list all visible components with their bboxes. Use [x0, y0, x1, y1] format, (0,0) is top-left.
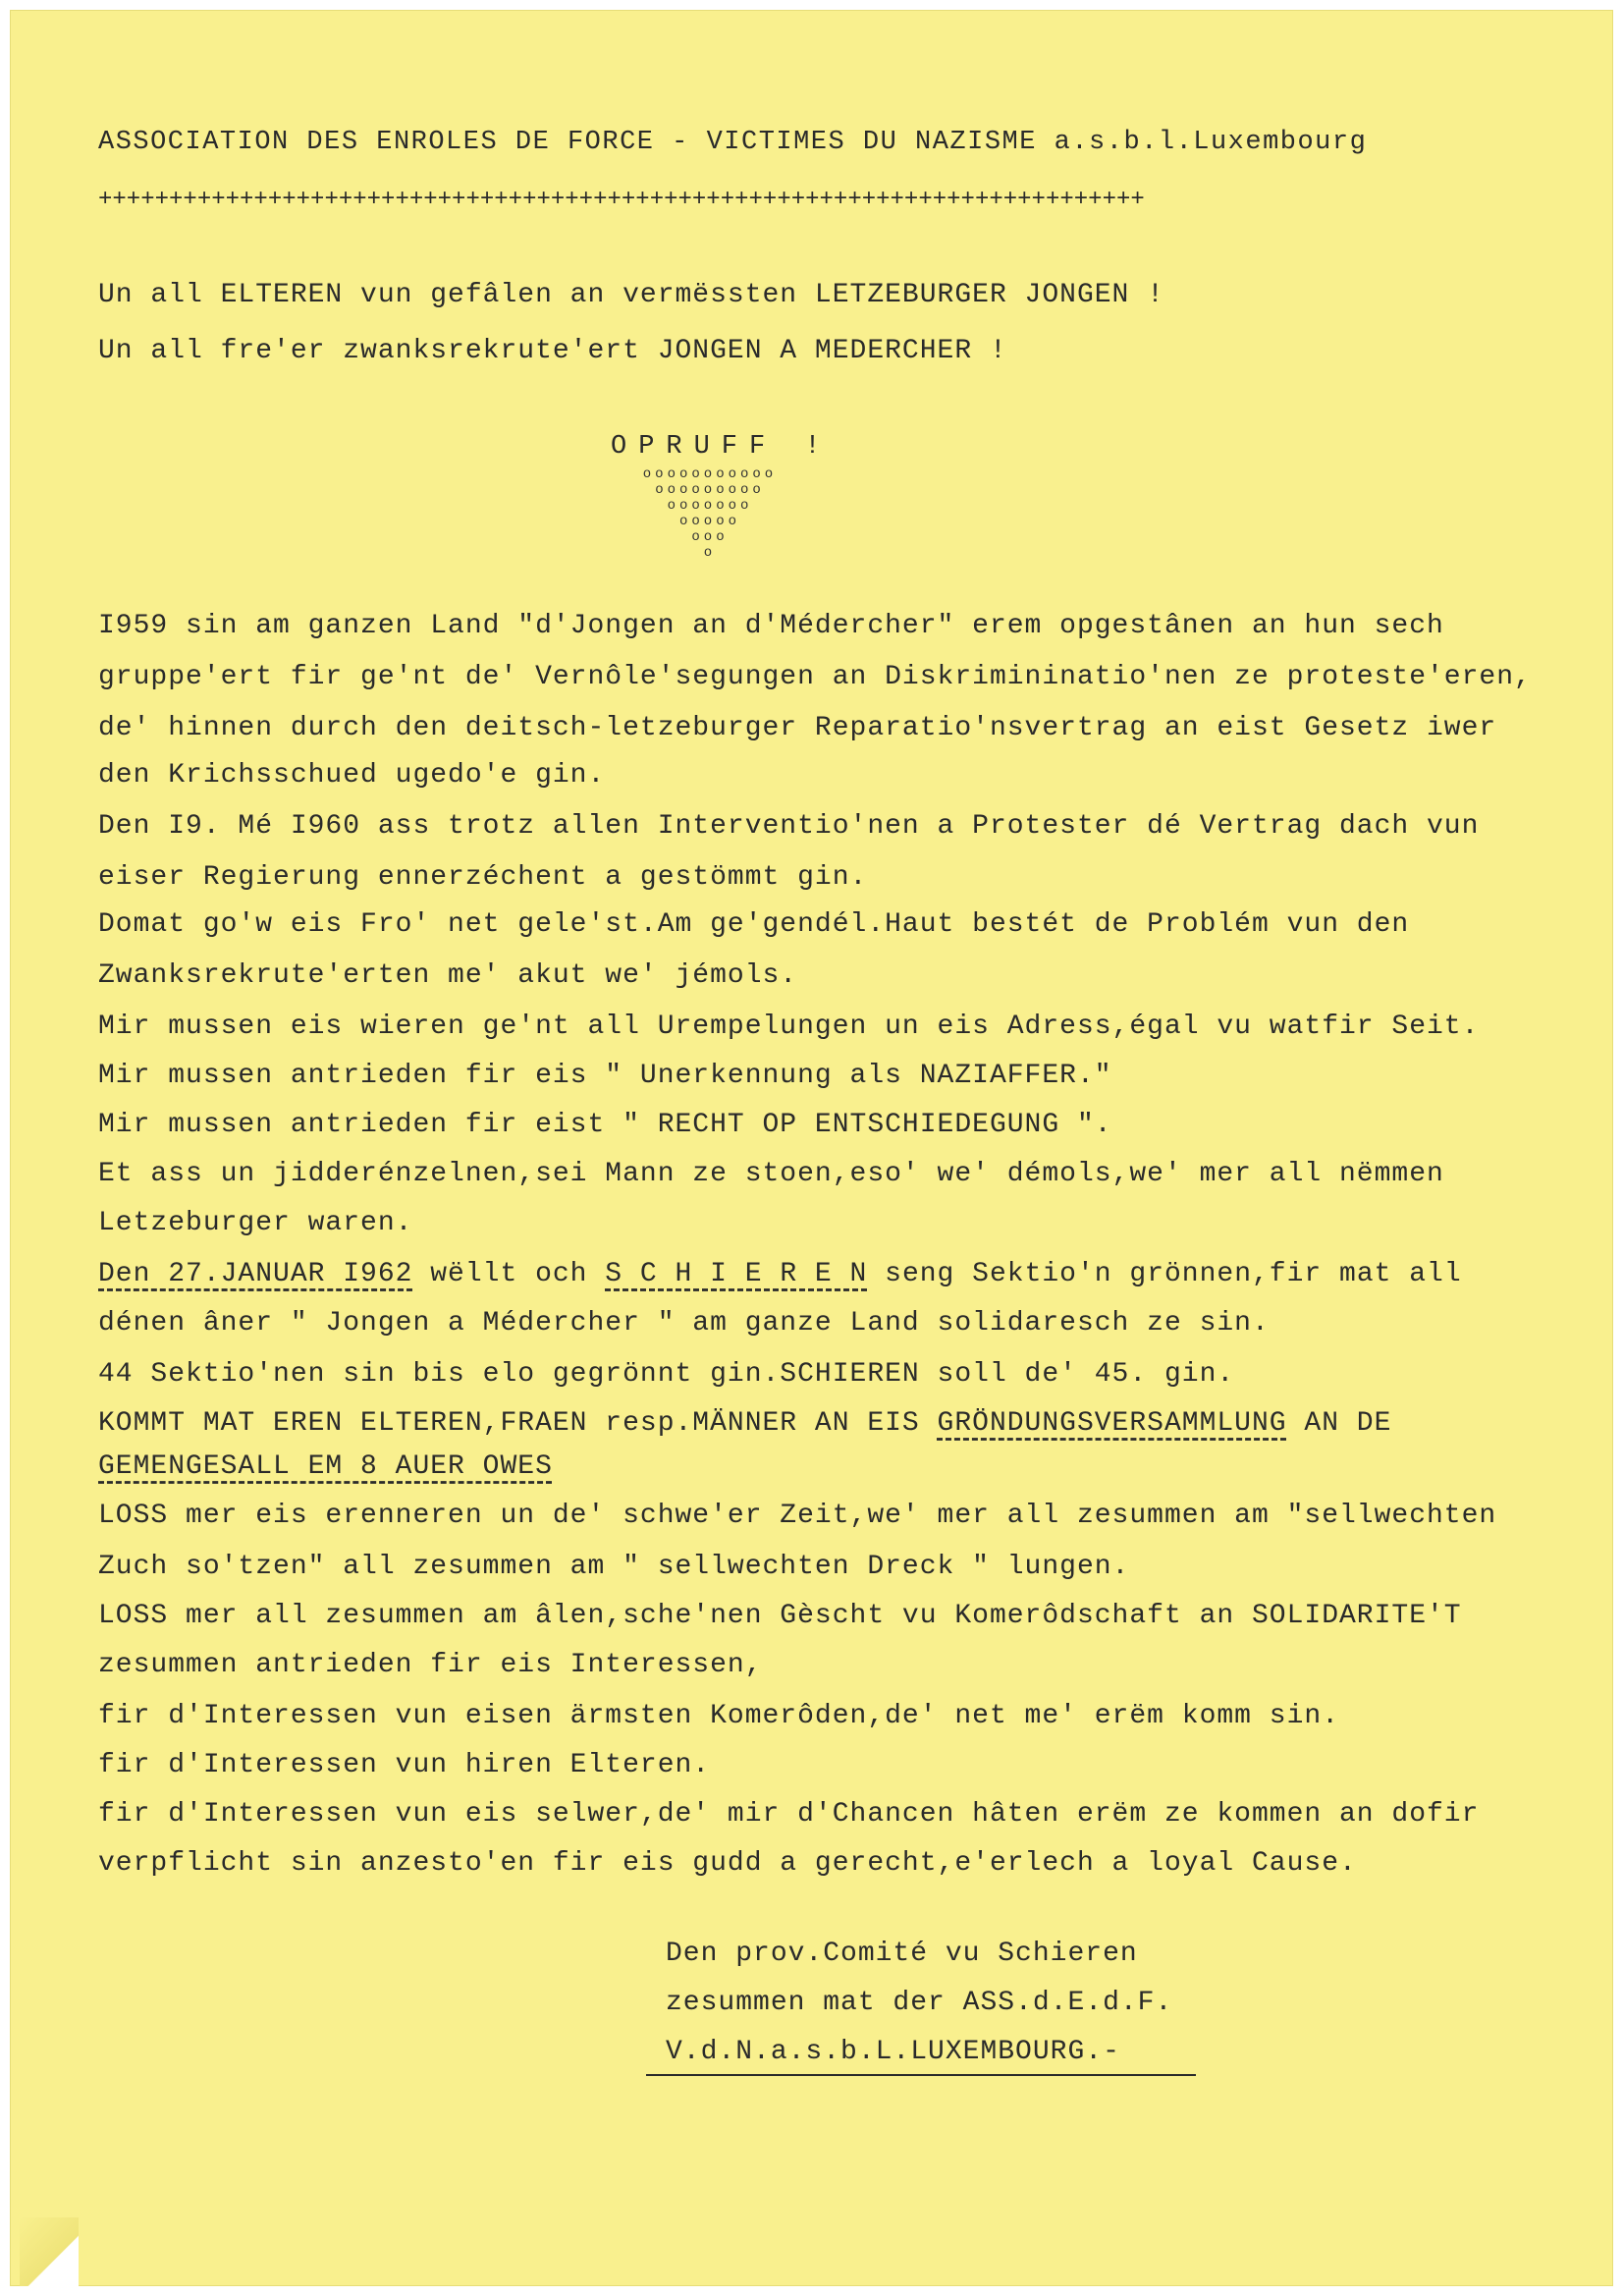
dot-row: ooo — [691, 529, 729, 545]
dot-row: ooooooooo — [655, 482, 765, 498]
body-line: 44 Sektio'nen sin bis elo gegrönnt gin.SCHIEREN soll de' 45. gin. — [98, 1359, 1235, 1390]
schieren-line-text: wëllt och — [412, 1259, 606, 1289]
plus-rule: ++++++++++++++++++++++++++++++++++++++++++++++++++++++++++++++++++++++++++ — [98, 187, 1145, 213]
document-page — [10, 10, 1613, 2286]
dot-triangle-ornament — [607, 467, 813, 575]
body-line: eiser Regierung ennerzéchent a gestömmt gin. — [98, 862, 868, 893]
kommt-line-text: KOMMT MAT EREN ELTEREN,FRAEN resp.MÄNNER AN EIS — [98, 1408, 938, 1439]
schieren-name: S C H I E R E N — [605, 1259, 868, 1289]
body-line: I959 sin am ganzen Land "d'Jongen an d'Médercher" erem opgestânen an hun sech — [98, 611, 1444, 641]
meeting-place: GEMENGESALL EM 8 AUER OWES — [98, 1451, 553, 1482]
body-line: Den I9. Mé I960 ass trotz allen Interventio'nen a Protester dé Vertrag dach vun — [98, 811, 1480, 842]
page-title: OPRUFF ! — [611, 432, 833, 462]
body-line: Zuch so'tzen" all zesummen am " sellwechten Dreck " lungen. — [98, 1552, 1130, 1582]
kommt-line-text: AN DE — [1286, 1408, 1392, 1439]
body-line: Mir mussen eis wieren ge'nt all Urempelungen un eis Adress,égal vu watfir Seit. — [98, 1011, 1480, 1042]
body-line: Mir mussen antrieden fir eis " Unerkennung als NAZIAFFER." — [98, 1061, 1112, 1091]
body-line: Letzeburger waren. — [98, 1208, 413, 1238]
body-line: zesummen antrieden fir eis Interessen, — [98, 1650, 763, 1680]
dot-row: ooooo — [678, 514, 740, 529]
body-line: fir d'Interessen vun hiren Elteren. — [98, 1750, 711, 1780]
schieren-line-text: seng Sektio'n grönnen,fir mat all — [867, 1259, 1462, 1289]
folded-corner — [20, 2217, 79, 2286]
signature-line: Den prov.Comité vu Schieren — [666, 1939, 1138, 1969]
body-line: Zwanksrekrute'erten me' akut we' jémols. — [98, 960, 798, 991]
body-line: dénen âner " Jongen a Médercher " am ganze Land solidaresch ze sin. — [98, 1308, 1270, 1339]
body-line: verpflicht sin anzesto'en fir eis gudd a gerecht,e'erlech a loyal Cause. — [98, 1848, 1357, 1879]
body-line: Domat go'w eis Fro' net gele'st.Am ge'gendél.Haut bestét de Problém vun den — [98, 909, 1410, 940]
signature-line: V.d.N.a.s.b.L.LUXEMBOURG.- — [666, 2037, 1120, 2067]
association-header: ASSOCIATION DES ENROLES DE FORCE - VICTIMES DU NAZISME a.s.b.l.Luxembourg — [98, 128, 1368, 157]
dot-row: o — [703, 545, 717, 561]
body-line: LOSS mer all zesummen am âlen,sche'nen Gèscht vu Komerôdschaft an SOLIDARITE'T — [98, 1601, 1462, 1631]
signature-rule — [646, 2074, 1196, 2076]
kommt-line — [98, 1408, 1391, 1439]
schieren-line — [98, 1259, 1462, 1289]
body-line: gruppe'ert fir ge'nt de' Vernôle'segungen an Diskrimininatio'nen ze proteste'eren, — [98, 662, 1532, 692]
body-line: fir d'Interessen vun eisen ärmsten Komerôden,de' net me' erëm komm sin. — [98, 1701, 1339, 1731]
body-line: Mir mussen antrieden fir eist " RECHT OP ENTSCHIEDEGUNG ". — [98, 1110, 1112, 1140]
address-line-youths: Un all fre'er zwanksrekrute'ert JONGEN A MEDERCHER ! — [98, 336, 1007, 366]
gemengesall-line — [98, 1451, 553, 1482]
dot-row: ooooooooooo — [642, 466, 778, 482]
body-line: den Krichsschued ugedo'e gin. — [98, 760, 606, 791]
signature-line: zesummen mat der ASS.d.E.d.F. — [666, 1988, 1173, 2018]
address-line-parents: Un all ELTEREN vun gefâlen an vermëssten LETZEBURGER JONGEN ! — [98, 280, 1164, 310]
gröndungsversammlung: GRÖNDUNGSVERSAMMLUNG — [937, 1408, 1287, 1439]
meeting-date: Den 27.JANUAR I962 — [98, 1259, 413, 1289]
body-line: fir d'Interessen vun eis selwer,de' mir d'Chancen hâten erëm ze kommen an dofir — [98, 1799, 1480, 1830]
body-line: de' hinnen durch den deitsch-letzeburger Reparatio'nsvertrag an eist Gesetz iwer — [98, 713, 1497, 743]
body-line: Et ass un jidderénzelnen,sei Mann ze stoen,eso' we' démols,we' mer all nëmmen — [98, 1159, 1444, 1189]
dot-row: ooooooo — [667, 498, 753, 514]
body-line: LOSS mer eis erenneren un de' schwe'er Zeit,we' mer all zesummen am "sellwechten — [98, 1501, 1497, 1531]
